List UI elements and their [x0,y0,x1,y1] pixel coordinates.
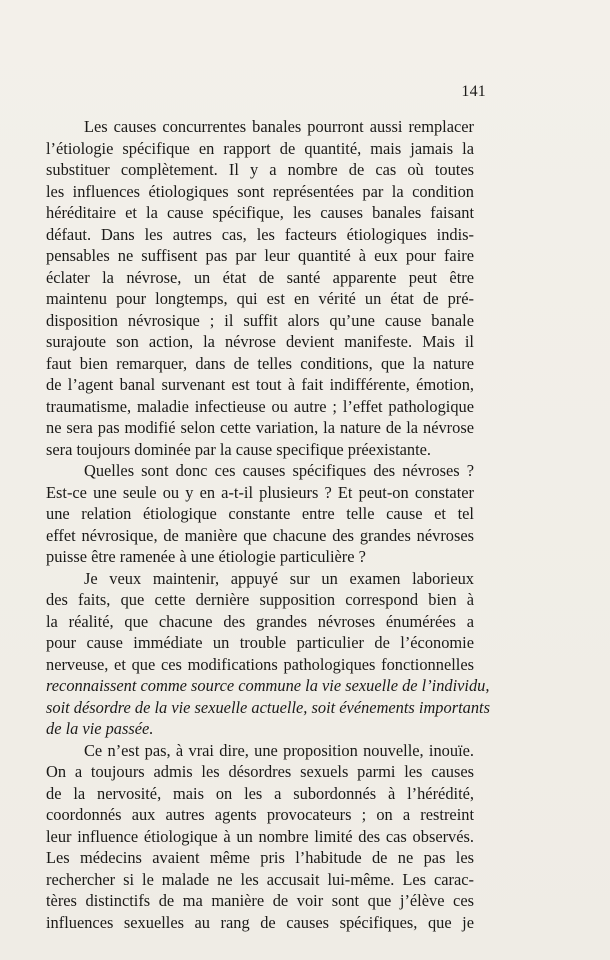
body-text [46,116,490,933]
text-line: disposition névrosique ; il suffit alors qu’une cause banale [46,310,474,330]
text-line: de la vie passée. [46,719,154,738]
text-line: Quelles sont donc ces causes spécifiques des névroses ? [84,461,474,480]
text-line: rechercher si le malade ne les accusait lui-même. Les carac- [46,869,474,889]
text-line: puisse être ramenée à une étiologie particulière ? [46,547,366,566]
text-line: Les causes concurrentes banales pourront aussi remplacer [84,117,474,136]
text-line: Est-ce une seule ou y en a-t-il plusieurs ? Et peut-on constater [46,482,474,502]
text-line: traumatisme, maladie infectieuse ou autre ; l’effet pathologique [46,396,474,416]
text-line: On a toujours admis les désordres sexuels parmi les causes [46,762,474,781]
text-line: surajoute son action, la névrose devient manifeste. Mais il [46,332,474,351]
text-line: effet névrosique, de manière que chacune des grandes névroses [46,525,474,545]
text-line: des faits, que cette dernière supposition correspond bien à [46,590,474,609]
text-line: ne sera pas modifié selon cette variation, la nature de la névrose [46,418,474,437]
text-line: pour cause immédiate un trouble particulier de l’économie [46,633,474,652]
text-line: nerveuse, et que ces modifications pathologiques fonctionnelles [46,654,474,674]
text-line: soit désordre de la vie sexuelle actuelle, soit événements importants [46,697,490,717]
text-line: de la nervosité, mais on les a subordonnés à l’hérédité, [46,783,474,803]
text-line: sera toujours dominée par la cause specifique préexistante. [46,439,432,459]
text-line: maintenu pour longtemps, qui est en vérité un état de pré- [46,289,474,308]
text-line: Les médecins avaient même pris l’habitude de ne pas les [46,848,474,867]
text-line: les influences étiologiques sont représentées par la condition [46,181,474,201]
text-line: influences sexuelles au rang de causes spécifiques, que je [46,912,474,932]
text-line: leur influence étiologique à un nombre limité des cas observés. [46,826,474,846]
text-line: tères distinctifs de ma manière de voir sont que j’élève ces [46,891,474,910]
text-line: héréditaire et la cause spécifique, les causes banales faisant [46,203,474,222]
text-line: la réalité, que chacune des grandes névroses énumérées a [46,611,474,631]
text-line: faut bien remarquer, dans de telles conditions, que la nature [46,353,474,373]
page-number: 141 [461,83,486,100]
text-line: éclater la névrose, un état de santé apparente peut être [46,267,474,287]
text-line: coordonnés aux autres agents provocateurs ; on a restreint [46,805,474,824]
text-line: une relation étiologique constante entre telle cause et tel [46,504,474,523]
text-line: substituer complètement. Il y a nombre de cas où toutes [46,160,474,179]
text-line: de l’agent banal survenant est tout à fait indifférente, émotion, [46,375,474,394]
text-line: pensables ne suffisent pas par leur quantité à eux pour faire [46,246,474,265]
text-line: Je veux maintenir, appuyé sur un examen laborieux [84,568,474,588]
text-line: Ce n’est pas, à vrai dire, une proposition nouvelle, inouïe. [84,740,474,760]
text-line: reconnaissent comme source commune la vie sexuelle de l’individu, [46,676,490,695]
text-line: défaut. Dans les autres cas, les facteurs étiologiques indis- [46,224,474,244]
text-line: l’étiologie spécifique en rapport de quantité, mais jamais la [46,138,474,158]
